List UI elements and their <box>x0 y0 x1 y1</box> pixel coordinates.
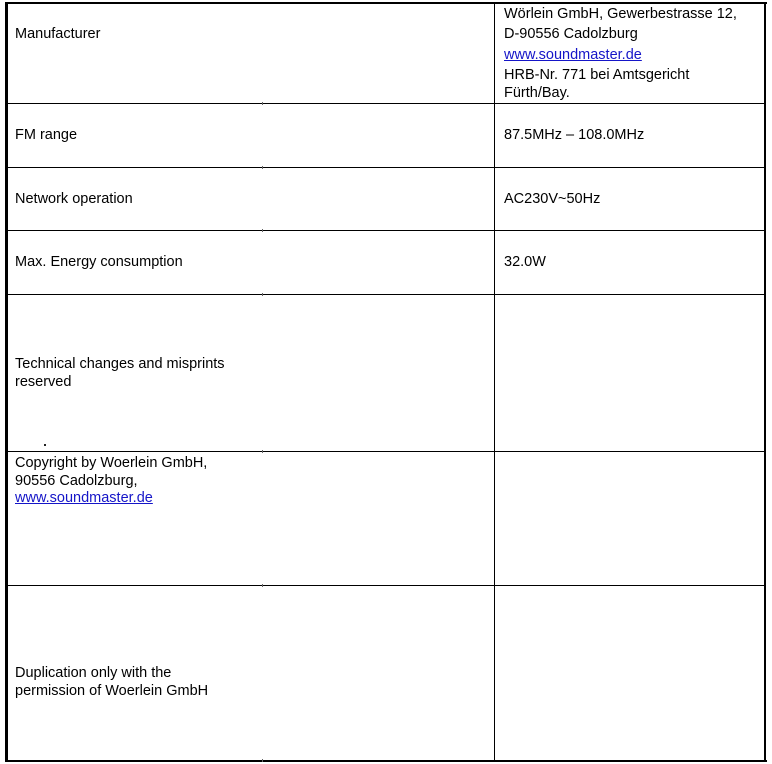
duplication-notice-line1: Duplication only with the <box>15 665 172 681</box>
row-divider <box>7 585 765 586</box>
copyright-line1: Copyright by Woerlein GmbH, <box>15 455 208 471</box>
row-divider <box>7 103 765 104</box>
manufacturer-address-line1: Wörlein GmbH, Gewerbestrasse 12, <box>504 6 737 22</box>
network-operation-value: AC230V~50Hz <box>504 191 601 207</box>
tick-mark <box>262 102 263 105</box>
row-divider <box>7 230 765 231</box>
manufacturer-registration-line2: Fürth/Bay. <box>504 85 570 101</box>
manufacturer-website-link[interactable]: www.soundmaster.de <box>504 47 642 63</box>
table-border-top <box>5 2 767 4</box>
energy-consumption-label: Max. Energy consumption <box>15 254 183 270</box>
energy-consumption-value: 32.0W <box>504 254 546 270</box>
tick-mark <box>262 166 263 169</box>
duplication-notice-line2: permission of Woerlein GmbH <box>15 683 209 699</box>
tick-mark <box>262 229 263 232</box>
row-divider <box>7 451 765 452</box>
tick-mark <box>262 450 263 453</box>
fm-range-value: 87.5MHz – 108.0MHz <box>504 127 645 143</box>
tick-mark <box>262 293 263 296</box>
row-divider <box>7 167 765 168</box>
row-divider <box>7 294 765 295</box>
column-divider <box>494 3 495 761</box>
technical-changes-line2: reserved <box>15 374 72 390</box>
table-border-right <box>764 2 766 762</box>
manufacturer-label: Manufacturer <box>15 26 101 42</box>
fm-range-label: FM range <box>15 127 78 143</box>
copyright-line2: 90556 Cadolzburg, <box>15 473 138 489</box>
copyright-website-link[interactable]: www.soundmaster.de <box>15 490 153 506</box>
network-operation-label: Network operation <box>15 191 133 207</box>
table-border-bottom <box>5 760 767 762</box>
tick-mark <box>262 759 263 762</box>
manufacturer-address-line2: D-90556 Cadolzburg <box>504 26 638 42</box>
table-border-left <box>5 2 8 762</box>
technical-changes-line1: Technical changes and misprints <box>15 356 225 372</box>
stray-dot <box>44 444 46 446</box>
manufacturer-registration-line1: HRB-Nr. 771 bei Amtsgericht <box>504 67 690 83</box>
tick-mark <box>262 584 263 587</box>
